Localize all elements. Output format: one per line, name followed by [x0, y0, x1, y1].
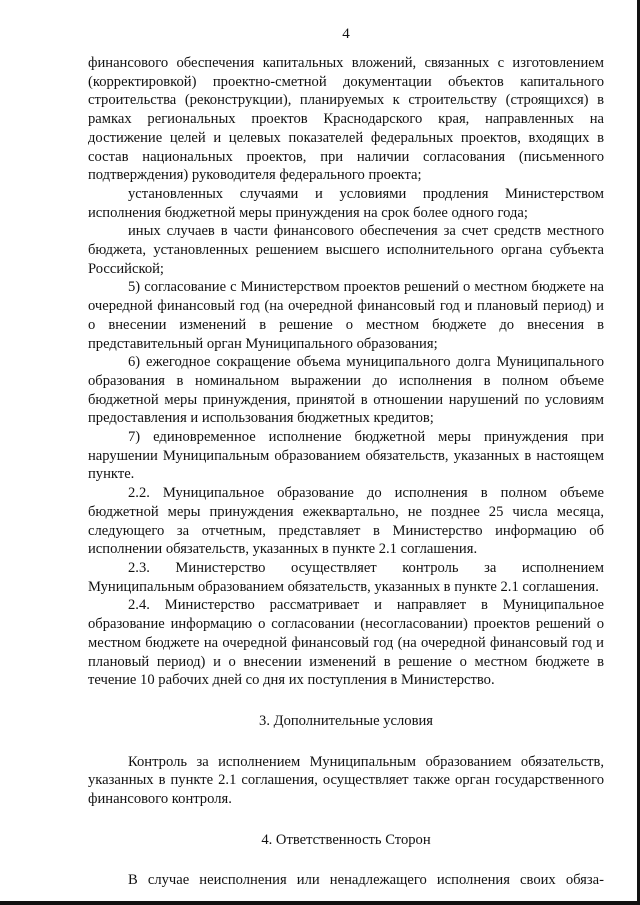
paragraph: 2.3. Министерство осуществляет контроль за исполнением Муниципальным образованием обязательств, указанных в пункте 2.1 соглашения.	[88, 559, 604, 595]
paragraph: иных случаев в части финансового обеспечения за счет средств местного бюджета, установленных решением высшего исполнительного органа субъекта Российской;	[88, 223, 604, 277]
paragraph: 6) ежегодное сокращение объема муниципального долга Муниципального образования в номинальном выражении до исполнения в полном объеме бюджетной меры принуждения, принятой в отношении нарушений по условиям предоставления и использования бюджетных кредитов;	[88, 354, 604, 427]
paragraph: 2.2. Муниципальное образование до исполнения в полном объеме бюджетной меры принуждения ежеквартально, не позднее 25 числа месяца, следующего за отчетным, представляет в Министерство информацию об исполнении обязательств, указанных в пункте 2.1 соглашения.	[88, 485, 604, 558]
paragraph: 7) единовременное исполнение бюджетной меры принуждения при нарушении Муниципальным образованием обязательств, указанных в настоящем пункте.	[88, 429, 604, 483]
paragraph: 2.4. Министерство рассматривает и направляет в Муниципальное образование информацию о согласовании (несогласовании) проектов решений о местном бюджете на очередной финансовый год (на очередной финансовый год и плановый период) и о внесении изменений в решение о местном бюджете в течение 10 рабочих дней со дня их поступления в Министерство.	[88, 597, 604, 689]
page-number: 4	[342, 26, 350, 42]
paragraph: 5) согласование с Министерством проектов решений о местном бюджете на очередной финансовый год (на очередной финансовый год и плановый период) и о внесении изменений в решение о местном бюджете до внесения в представительный орган Муниципального образования;	[88, 279, 604, 352]
paragraph: Контроль за исполнением Муниципальным образованием обязательств, указанных в пункте 2.1 соглашения, осуществляет также орган государственного финансового контроля.	[88, 753, 604, 808]
section-heading-3: 3. Дополнительные условия	[259, 712, 433, 729]
paragraph: установленных случаями и условиями продления Министерством исполнения бюджетной меры принуждения на срок более одного года;	[88, 185, 604, 221]
scan-edge-bottom	[0, 901, 640, 905]
document-body	[88, 54, 604, 890]
paragraph: В случае неисполнения или ненадлежащего исполнения своих обяза-	[128, 872, 604, 889]
section-heading-4: 4. Ответственность Сторон	[261, 831, 431, 848]
paragraph: финансового обеспечения капитальных вложений, связанных с изготовлением (корректировкой) проектно-сметной документации объектов капитального строительства (реконструкции), планируемых к строительству (строящихся) в рамках региональных проектов Краснодарского края, направленных на достижение целей и целевых показателей федеральных проектов, входящих в состав национальных проектов, при наличии согласования (письменного подтверждения) руководителя федерального проекта;	[88, 55, 604, 184]
